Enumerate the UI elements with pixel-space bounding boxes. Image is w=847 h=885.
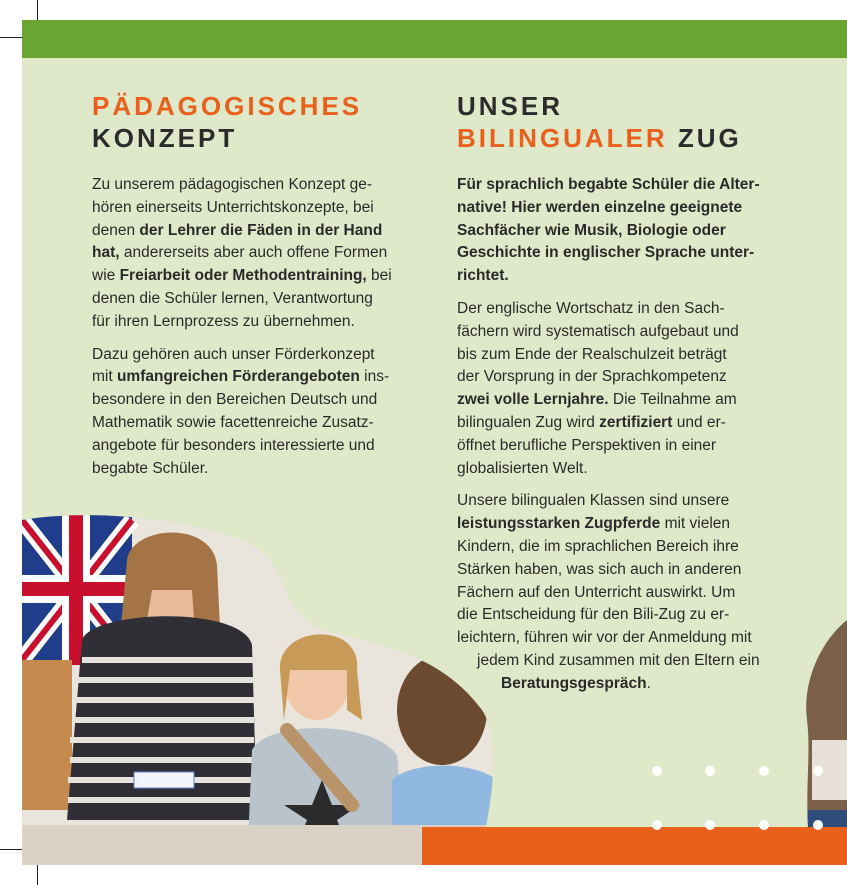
text-line: bilingualen Zug wird — [457, 413, 600, 431]
text-line: angebote für besonders interessierte und — [92, 436, 375, 454]
paragraph — [92, 344, 437, 481]
text-line: Stärken haben, was sich auch in anderen — [457, 560, 742, 578]
text-line: Sachfächer wie Musik, Biologie oder — [457, 221, 726, 239]
text-line: für ihren Lernprozess zu übernehmen. — [92, 312, 355, 330]
decorative-dot — [813, 820, 823, 830]
emphasis: Beratungsgespräch — [501, 674, 647, 692]
heading-line: KONZEPT — [92, 123, 238, 153]
orange-bottom-bar — [422, 827, 847, 865]
crop-mark — [0, 849, 24, 850]
text-line: . — [646, 674, 651, 692]
decorative-dot — [705, 766, 715, 776]
text-line: mit — [92, 368, 117, 386]
text-line: Fächern auf den Unterricht auswirkt. Um — [457, 583, 736, 601]
emphasis: zwei volle Lernjahre. — [457, 391, 609, 409]
text-line: andererseits aber auch offene Formen — [119, 244, 388, 262]
heading-line: PÄDAGOGISCHES — [92, 91, 363, 121]
text-line: native! Hier werden einzelne geeignete — [457, 198, 743, 216]
paragraph — [457, 298, 807, 480]
heading-line: UNSER — [457, 91, 564, 121]
text-line: der Vorsprung in der Sprachkompetenz — [457, 368, 727, 386]
right-heading — [457, 90, 742, 154]
text-line: Für sprachlich begabte Schüler die Alter- — [457, 176, 760, 193]
heading-rest: ZUG — [667, 123, 742, 153]
left-column-text — [92, 174, 437, 490]
emphasis: zertifiziert — [599, 413, 673, 431]
crop-mark — [37, 862, 38, 885]
emphasis: hat, — [92, 244, 120, 262]
decorative-dot — [759, 766, 769, 776]
emphasis: umfangreichen Förderangeboten — [116, 368, 360, 386]
brochure-page — [22, 20, 847, 865]
text-line: denen die Schüler lernen, Verantwortung — [92, 289, 373, 307]
decorative-dot — [813, 766, 823, 776]
text-line: und er- — [672, 413, 726, 431]
intro-paragraph — [457, 174, 807, 288]
text-line: Die Teilnahme am — [608, 391, 737, 409]
text-line: globalisierten Welt. — [457, 459, 588, 477]
heading-highlight: BILINGUALER — [457, 123, 668, 153]
decorative-dot — [705, 820, 715, 830]
paragraph — [92, 174, 437, 334]
decorative-dot — [652, 766, 662, 776]
text-line: öffnet berufliche Perspektiven in einer — [457, 436, 717, 454]
left-heading — [92, 90, 362, 154]
text-line: Mathematik sowie facettenreiche Zusatz- — [92, 413, 374, 431]
text-line: hören einerseits Unterrichtskonzepte, bei — [92, 198, 374, 216]
text-line: begabte Schüler. — [92, 459, 209, 477]
emphasis: der Lehrer die Fäden in der Hand — [139, 221, 383, 239]
text-line: leichtern, führen wir vor der Anmeldung mit — [457, 629, 752, 647]
text-line: bis zum Ende der Realschulzeit beträgt — [457, 345, 727, 363]
text-line: Zu unserem pädagogischen Konzept ge- — [92, 176, 373, 193]
text-line: Der englische Wortschatz in den Sach- — [457, 299, 725, 317]
text-line: richtet. — [457, 267, 509, 285]
text-line: ins- — [359, 368, 390, 386]
text-line: mit vielen — [660, 515, 731, 533]
text-line: jedem Kind zusammen mit den Eltern ein — [477, 651, 760, 669]
paragraph — [457, 490, 807, 695]
text-line: fächern wird systematisch aufgebaut und — [457, 322, 739, 340]
emphasis: Freiarbeit oder Methodentraining, — [119, 267, 367, 285]
text-line — [457, 675, 651, 692]
text-line: Kindern, die im sprachlichen Bereich ihre — [457, 537, 739, 555]
text-line: besondere in den Bereichen Deutsch und — [92, 391, 378, 409]
right-column-text — [457, 174, 807, 706]
text-line: denen — [92, 221, 140, 239]
decorative-dot — [759, 820, 769, 830]
text-line: Dazu gehören auch unser Förderkonzept — [92, 345, 375, 363]
crop-mark — [0, 37, 24, 38]
emphasis: leistungsstarken Zugpferde — [457, 515, 661, 533]
text-line: Unsere bilingualen Klassen sind unsere — [457, 492, 730, 510]
text-line: wie — [92, 267, 120, 285]
text-line: Geschichte in englischer Sprache unter- — [457, 244, 755, 262]
decorative-dot — [652, 820, 662, 830]
text-line: bei — [366, 267, 392, 285]
heading-line — [457, 122, 742, 154]
text-line: die Entscheidung für den Bili-Zug zu er- — [457, 606, 730, 624]
